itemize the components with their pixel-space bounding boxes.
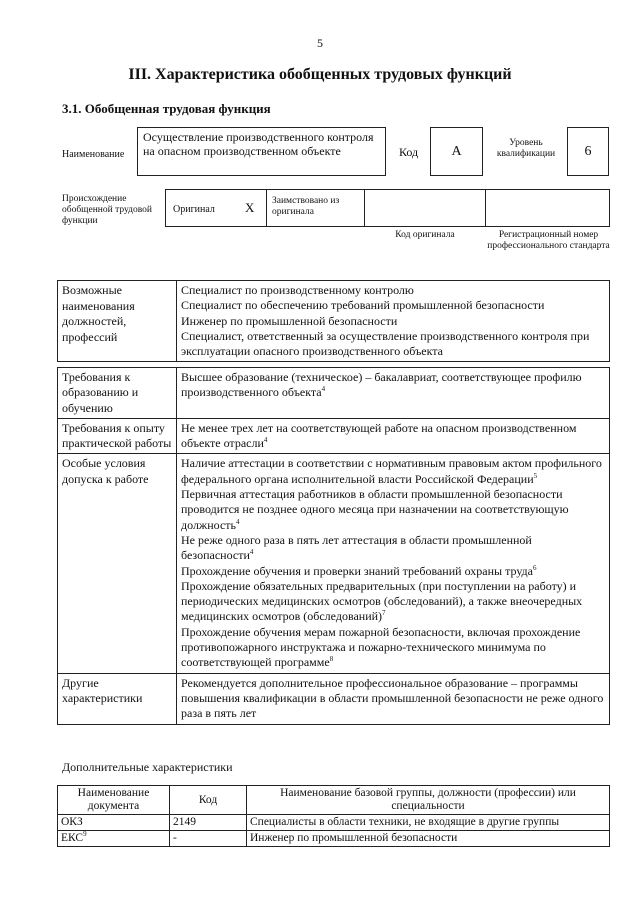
row-document: ОКЗ [58, 815, 170, 831]
position-item: Специалист по производственному контролю [181, 283, 414, 297]
admission-cell [177, 454, 610, 673]
code-value: А [451, 144, 462, 159]
positions-label: Возможные наименования должностей, профессий [58, 281, 177, 362]
divider [266, 190, 267, 226]
footnote-ref: 9 [83, 830, 87, 839]
function-name: Осуществление производственного контроля на опасном производственном объекте [143, 130, 374, 158]
admission-label: Особые условия допуска к работе [58, 454, 177, 673]
footnote-ref: 7 [382, 609, 386, 618]
borrowed-label: Заимствовано из оригинала [272, 196, 340, 217]
additional-title: Дополнительные характеристики [62, 760, 233, 774]
education-text: Высшее образование (техническое) – бакалавриат, соответствующее профилю производственного объекта [181, 370, 582, 400]
position-item: Специалист, ответственный за осуществление производственного контроля при эксплуатации опасного производственного объекта [181, 328, 590, 359]
level-value: 6 [584, 144, 592, 159]
name-label: Наименование [62, 149, 125, 160]
education-label: Требования к образованию и обучению [58, 368, 177, 419]
row-code: 2149 [170, 815, 247, 831]
origin-row [165, 189, 610, 227]
original-label: Оригинал [173, 204, 215, 215]
admission-item: Прохождение обучения мерам пожарной безопасности, включая прохождение противопожарного инструктажа и пожарно-технического минимума по соответствующей программе$^8$ [181, 624, 581, 670]
admission-item: Наличие аттестации в соответствии с нормативным правовым актом профильного федерального органа исполнительной власти Российской Федерации$^5$ [181, 456, 602, 486]
footnote-ref: 4 [321, 385, 326, 394]
footnote-ref: 4 [249, 548, 254, 557]
footnote-ref: 6 [533, 563, 537, 572]
level-label: Уровень квалификации [496, 138, 556, 159]
footnote-ref: 5 [533, 471, 538, 480]
other-label: Другие характеристики [58, 673, 177, 724]
additional-table [57, 785, 610, 847]
admission-item: Прохождение обучения и проверки знаний требований охраны труда$^6$ [181, 563, 537, 578]
positions-table [57, 280, 610, 362]
header-name: Наименование базовой группы, должности (профессии) или специальности [247, 786, 610, 815]
subsection-title: 3.1. Обобщенная трудовая функция [62, 101, 271, 116]
code-box [430, 127, 483, 176]
row-document: ЕКС$^9$ [58, 831, 170, 847]
level-box [567, 127, 609, 176]
function-name-box [137, 127, 386, 176]
page-number: 5 [317, 36, 323, 50]
origin-label: Происхождение обобщенной трудовой функции [62, 194, 152, 226]
experience-text: Не менее трех лет на соответствующей работе на опасном производственном объекте отрасли [181, 420, 577, 451]
requirements-table [57, 367, 610, 725]
education-cell [177, 368, 610, 419]
admission-item: Не реже одного раза в пять лет аттестация в области промышленной безопасности$^4$ [181, 532, 532, 563]
divider [485, 190, 486, 226]
footnote-ref: 4 [236, 517, 240, 526]
reg-number-label: Регистрационный номер профессионального стандарта [487, 230, 610, 251]
original-mark: X [245, 200, 255, 215]
row-name: Специалисты в области техники, не входящие в другие группы [247, 815, 610, 831]
admission-item: Первичная аттестация работников в области промышленной безопасности проводится не позднее одного месяца при назначении на соответствующую должность$^4$ [181, 487, 569, 532]
other-text: Рекомендуется дополнительное профессиональное образование – программы повышения квалификации в области промышленной безопасности не реже одного раза в пять лет [177, 673, 610, 724]
row-code: - [170, 831, 247, 847]
code-label: Код [399, 145, 419, 159]
positions-list [177, 281, 610, 362]
footnote-ref: 4 [263, 436, 268, 445]
table-row [58, 831, 610, 847]
row-name: Инженер по промышленной безопасности [247, 831, 610, 847]
table-row [58, 815, 610, 831]
experience-cell [177, 418, 610, 454]
position-item: Инженер по промышленной безопасности [181, 313, 398, 328]
position-item: Специалист по обеспечению требований промышленной безопасности [181, 298, 545, 313]
section-title: III. Характеристика обобщенных трудовых функций [128, 66, 512, 83]
divider [364, 190, 365, 226]
header-document: Наименование документа [58, 786, 170, 815]
code-original-label: Код оригинала [395, 230, 455, 240]
experience-label: Требования к опыту практической работы [58, 418, 177, 454]
admission-item: Прохождение обязательных предварительных (при поступлении на работу) и периодических медицинских осмотров (обследований), а также внеочередных медицинских осмотров (обследований)$^7$ [181, 578, 583, 624]
footnote-ref: 8 [329, 655, 334, 664]
header-code: Код [170, 786, 247, 815]
